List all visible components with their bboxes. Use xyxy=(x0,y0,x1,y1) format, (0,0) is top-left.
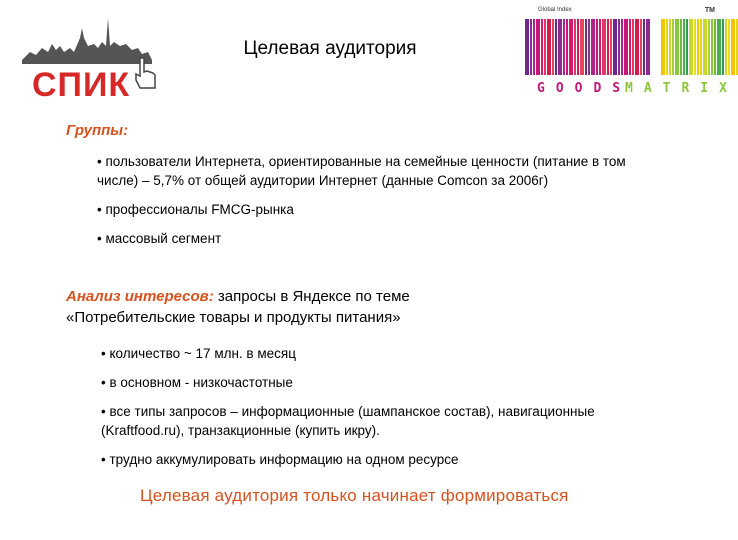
analysis-heading: Анализ интересов: xyxy=(66,288,214,305)
barcode-bar xyxy=(577,19,579,75)
barcode-bar xyxy=(731,19,735,75)
barcode-bar xyxy=(697,19,699,75)
analysis-text-line2: «Потребительские товары и продукты питания» xyxy=(66,309,401,326)
barcode-bar xyxy=(547,19,551,75)
barcode-bar xyxy=(632,19,634,75)
list-item: • пользователи Интернета, ориентированные на семейные ценности (питание в том числе) – 5,7% от общей аудитории Интернет (данные Comcon за 2006г) xyxy=(97,154,626,188)
list-item: • массовый сегмент xyxy=(97,231,222,246)
barcode-bar xyxy=(635,19,639,75)
gm-trademark: TM xyxy=(704,7,715,14)
barcode-bar xyxy=(728,19,730,75)
barcode-bar xyxy=(666,19,668,75)
barcode-bar xyxy=(530,19,532,75)
barcode-bar xyxy=(618,19,620,75)
barcode-bar xyxy=(544,19,546,75)
barcode-bar xyxy=(563,19,565,75)
gm-word-goods: GOODS xyxy=(537,81,632,96)
analysis-block xyxy=(66,286,666,328)
barcode-bar xyxy=(689,19,693,75)
barcode-bar xyxy=(555,19,557,75)
barcode-bar xyxy=(602,19,606,75)
barcode-bar xyxy=(722,19,724,75)
analysis-list xyxy=(101,344,661,479)
barcode-bar xyxy=(613,19,617,75)
barcode-bar xyxy=(588,19,590,75)
barcode-bar xyxy=(536,19,540,75)
barcode-bar xyxy=(596,19,598,75)
barcode-bar xyxy=(669,19,671,75)
gm-small-caption: Global Index xyxy=(538,7,572,13)
barcode-bar xyxy=(525,19,529,75)
barcode-bar xyxy=(574,19,576,75)
barcode-bar xyxy=(643,19,645,75)
barcode-bar xyxy=(700,19,702,75)
barcode-bar xyxy=(680,19,682,75)
list-item: • профессионалы FMCG-рынка xyxy=(97,202,294,217)
barcode-bar xyxy=(541,19,543,75)
barcode-bar xyxy=(683,19,685,75)
barcode-bar xyxy=(672,19,674,75)
barcode-bar xyxy=(621,19,623,75)
list-item: • трудно аккумулировать информацию на одном ресурсе xyxy=(101,452,459,467)
barcode-bar xyxy=(580,19,584,75)
analysis-text-line1: запросы в Яндексе по теме xyxy=(213,288,410,305)
gm-word-matrix: MATRIX xyxy=(625,81,738,96)
list-item: • все типы запросов – информационные (шампанское состав), навигационные (Kraftfood.ru), транзакционные (купить икру). xyxy=(101,404,595,438)
barcode-bar xyxy=(610,19,612,75)
goods-matrix-logo xyxy=(525,5,738,100)
barcode-bar xyxy=(585,19,587,75)
barcode-bar xyxy=(558,19,562,75)
barcode-bar xyxy=(646,19,650,75)
page-title: Целевая аудитория xyxy=(243,38,417,59)
barcode-bar xyxy=(661,19,665,75)
spik-logo xyxy=(22,8,172,103)
spik-logo-text: СПИК xyxy=(32,66,131,104)
barcode-bar xyxy=(717,19,721,75)
barcode-bar xyxy=(533,19,535,75)
barcode-bar xyxy=(552,19,554,75)
list-item: • в основном - низкочастотные xyxy=(101,375,293,390)
barcode-bar xyxy=(694,19,696,75)
conclusion-text: Целевая аудитория только начинает формироваться xyxy=(140,486,569,505)
barcode-bar xyxy=(708,19,710,75)
barcode-bar xyxy=(624,19,628,75)
list-item: • количество ~ 17 млн. в месяц xyxy=(101,346,296,361)
barcode-bar xyxy=(714,19,716,75)
barcode-bar xyxy=(703,19,707,75)
barcode-bar xyxy=(675,19,679,75)
groups-heading: Группы: xyxy=(66,122,129,139)
barcode-bar xyxy=(569,19,573,75)
barcode-bar xyxy=(686,19,688,75)
barcode-bar xyxy=(591,19,595,75)
barcode-bar xyxy=(566,19,568,75)
barcode-icon xyxy=(525,15,715,90)
barcode-bar xyxy=(599,19,601,75)
barcode-bar xyxy=(640,19,642,75)
barcode-bar xyxy=(607,19,609,75)
groups-list xyxy=(97,152,667,258)
barcode-bar xyxy=(725,19,727,75)
barcode-bar xyxy=(711,19,713,75)
barcode-bar xyxy=(629,19,631,75)
